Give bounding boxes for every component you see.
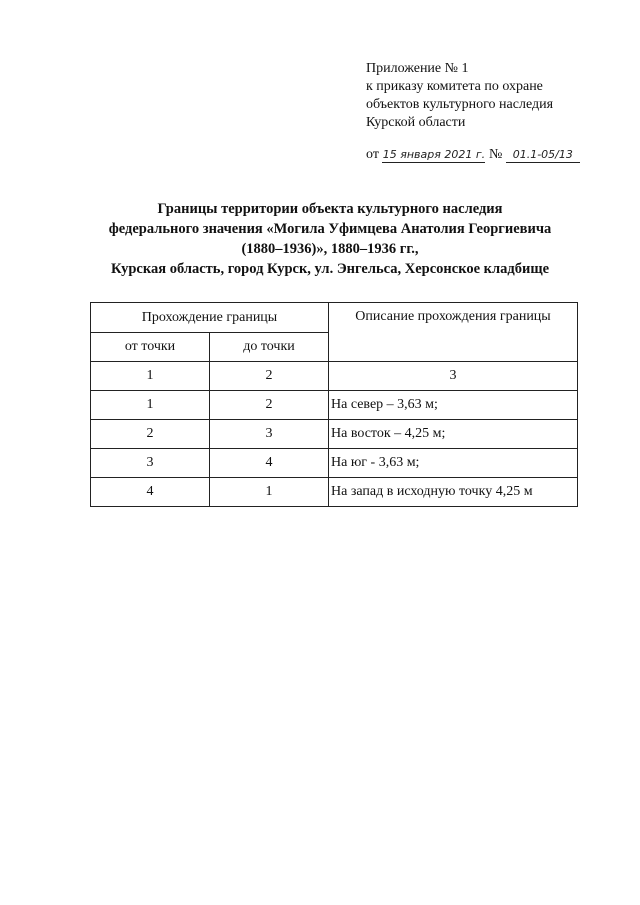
column-number: 3 xyxy=(329,362,578,391)
appendix-line-4: Курской области xyxy=(366,115,466,130)
cell-description: На восток – 4,25 м; xyxy=(329,420,578,449)
cell-from: 1 xyxy=(91,391,210,420)
appendix-block xyxy=(366,60,628,132)
appendix-line-2: к приказу комитета по охране xyxy=(366,79,543,94)
title-line-2: федерального значения «Могила Уфимцева Анатолия Георгиевича xyxy=(108,221,552,237)
header-from-point: от точки xyxy=(91,333,210,362)
cell-to: 2 xyxy=(210,391,329,420)
header-to-point: до точки xyxy=(210,333,329,362)
cell-to: 3 xyxy=(210,420,329,449)
boundary-table xyxy=(90,302,578,507)
table-numbering-row xyxy=(91,362,578,391)
document-title xyxy=(70,199,590,279)
handwritten-date: 15 января 2021 г. xyxy=(382,148,486,161)
table-row xyxy=(91,478,578,507)
cell-to: 4 xyxy=(210,449,329,478)
order-number-label: № xyxy=(488,147,503,162)
cell-to: 1 xyxy=(210,478,329,507)
appendix-line-1: Приложение № 1 xyxy=(366,61,469,76)
title-line-4: Курская область, город Курск, ул. Энгельса, Херсонское кладбище xyxy=(110,261,550,277)
cell-description: На юг - 3,63 м; xyxy=(329,449,578,478)
table-header-row xyxy=(91,303,578,333)
title-line-3: (1880–1936)», 1880–1936 гг., xyxy=(241,241,419,257)
table-row xyxy=(91,391,578,420)
cell-description: На север – 3,63 м; xyxy=(329,391,578,420)
header-boundary-passage: Прохождение границы xyxy=(91,303,329,333)
title-line-1: Границы территории объекта культурного наследия xyxy=(157,201,503,217)
handwritten-number: 01.1-05/13 xyxy=(506,148,580,163)
table-row xyxy=(91,449,578,478)
cell-description: На запад в исходную точку 4,25 м xyxy=(329,478,578,507)
cell-from: 3 xyxy=(91,449,210,478)
column-number: 2 xyxy=(210,362,329,391)
appendix-line-3: объектов культурного наследия xyxy=(366,97,554,112)
column-number: 1 xyxy=(91,362,210,391)
order-from-label: от xyxy=(366,147,379,162)
cell-from: 2 xyxy=(91,420,210,449)
cell-from: 4 xyxy=(91,478,210,507)
table-row xyxy=(91,420,578,449)
order-date-number xyxy=(366,146,580,164)
header-description: Описание прохождения границы xyxy=(329,303,578,362)
